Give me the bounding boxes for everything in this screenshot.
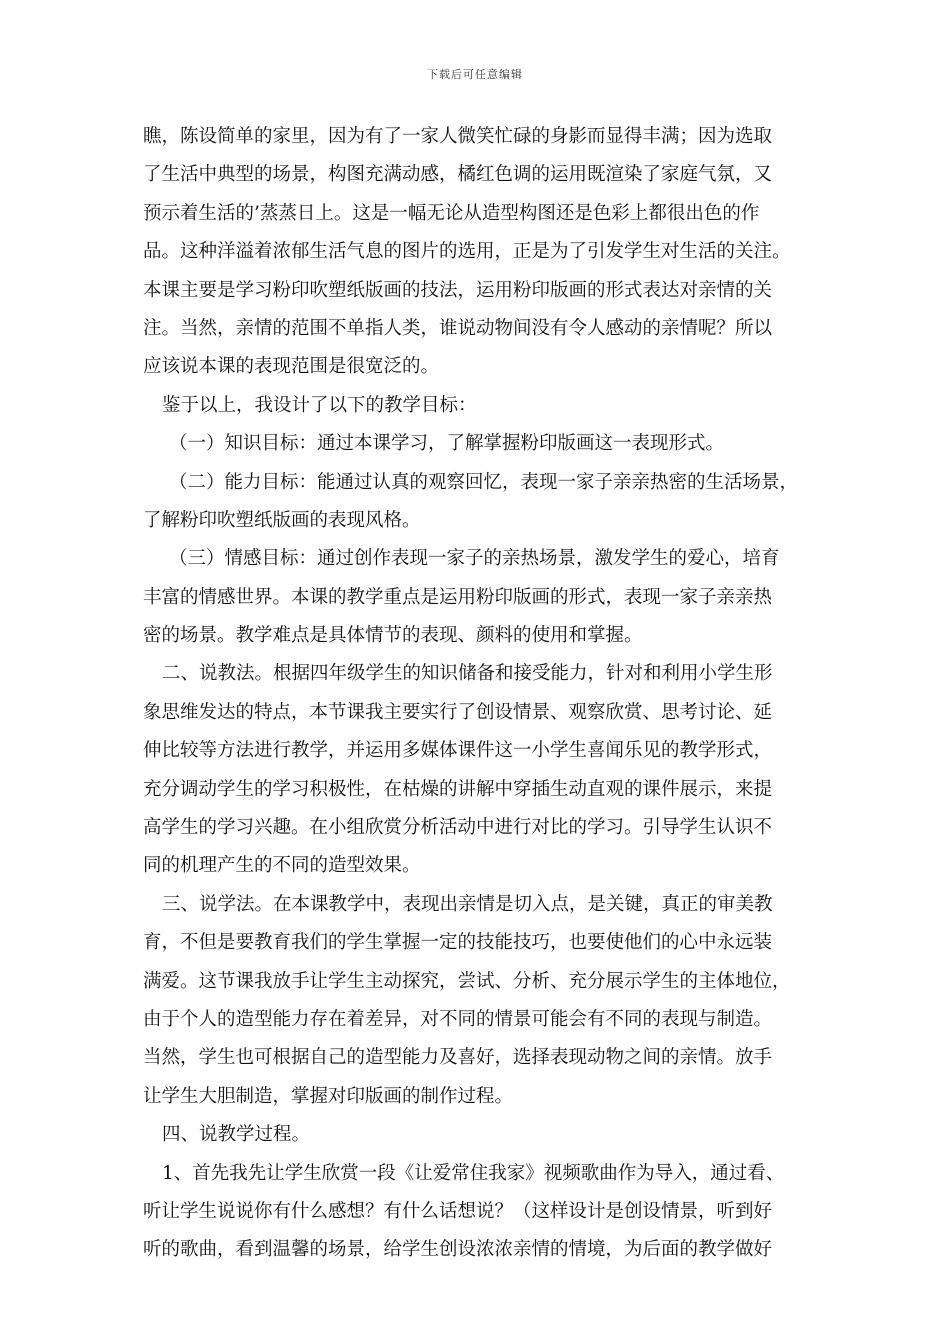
text-line: 同的机理产生的不同的造型效果。 [143, 855, 421, 877]
text-line: 高学生的学习兴趣。在小组欣赏分析活动中进行对比的学习。引导学生认识不 [143, 817, 773, 839]
text-line: 当然，学生也可根据自己的造型能力及喜好，选择表现动物之间的亲情。放手 [143, 1047, 773, 1069]
text-line: 满爱。这节课我放手让学生主动探究，尝试、分析、充分展示学生的主体地位， [143, 970, 791, 992]
text-line: （三）情感目标：通过创作表现一家子的亲热场景，激发学生的爱心，培育 [169, 548, 780, 570]
text-line: （一）知识目标：通过本课学习，了解掌握粉印版画这一表现形式。 [169, 433, 725, 455]
text-line: 丰富的情感世界。本课的教学重点是运用粉印版画的形式，表现一家子亲亲热 [143, 586, 773, 608]
text-line: 育，不但是要教育我们的学生掌握一定的技能技巧，也要使他们的心中永远装 [143, 932, 773, 954]
text-line: 象思维发达的特点，本节课我主要实行了创设情景、观察欣赏、思考讨论、延 [143, 701, 773, 723]
text-line: 品。这种洋溢着浓郁生活气息的图片的选用，正是为了引发学生对生活的关注。 [143, 241, 791, 263]
text-line: 预示着生活的’蒸蒸日上。这是一幅无论从造型构图还是色彩上都很出色的作 [143, 202, 760, 224]
text-line: 三、说学法。在本课教学中，表现出亲情是切入点，是关键，真正的审美教 [162, 893, 773, 915]
text-line: 四、说教学过程。 [162, 1124, 311, 1146]
text-line: （二）能力目标：能通过认真的观察回忆，表现一家子亲亲热密的生活场景， [169, 471, 799, 493]
text-line: 伸比较等方法进行教学，并运用多媒体课件这一小学生喜闻乐见的教学形式， [143, 740, 773, 762]
text-line: 由于个人的造型能力存在着差异，对不同的情景可能会有不同的表现与制造。 [143, 1008, 773, 1030]
text-line: 二、说教法。根据四年级学生的知识储备和接受能力，针对和利用小学生形 [162, 663, 773, 685]
text-line: 听让学生说说你有什么感想？有什么话想说？（这样设计是创设情景，听到好 [143, 1200, 773, 1222]
page-header: 下载后可任意编辑 [427, 68, 523, 81]
text-line: 鉴于以上，我设计了以下的教学目标： [162, 394, 477, 416]
text-line: 瞧，陈设简单的家里，因为有了一家人微笑忙碌的身影而显得丰满；因为选取 [143, 126, 773, 147]
text-line: 1、首先我先让学生欣赏一段《让爱常住我家》视频歌曲作为导入，通过看、 [162, 1162, 785, 1184]
text-line: 充分调动学生的学习积极性，在枯燥的讲解中穿插生动直观的课件展示，来提 [143, 778, 773, 800]
text-line: 密的场景。教学难点是具体情节的表现、颜料的使用和掌握。 [143, 625, 643, 647]
text-line: 应该说本课的表现范围是很宽泛的。 [143, 356, 440, 378]
text-line: 本课主要是学习粉印吹塑纸版画的技法，运用粉印版画的形式表达对亲情的关 [143, 279, 773, 301]
text-line: 听的歌曲，看到温馨的场景，给学生创设浓浓亲情的情境，为后面的教学做好 [143, 1239, 773, 1261]
text-line: 让学生大胆制造，掌握对印版画的制作过程。 [143, 1085, 514, 1107]
text-line: 注。当然，亲情的范围不单指人类，谁说动物间没有令人感动的亲情呢？所以 [143, 317, 773, 339]
text-line: 了解粉印吹塑纸版画的表现风格。 [143, 509, 421, 531]
text-line: 了生活中典型的场景，构图充满动感，橘红色调的运用既渲染了家庭气氛，又 [143, 164, 773, 186]
document-body [143, 118, 813, 1270]
